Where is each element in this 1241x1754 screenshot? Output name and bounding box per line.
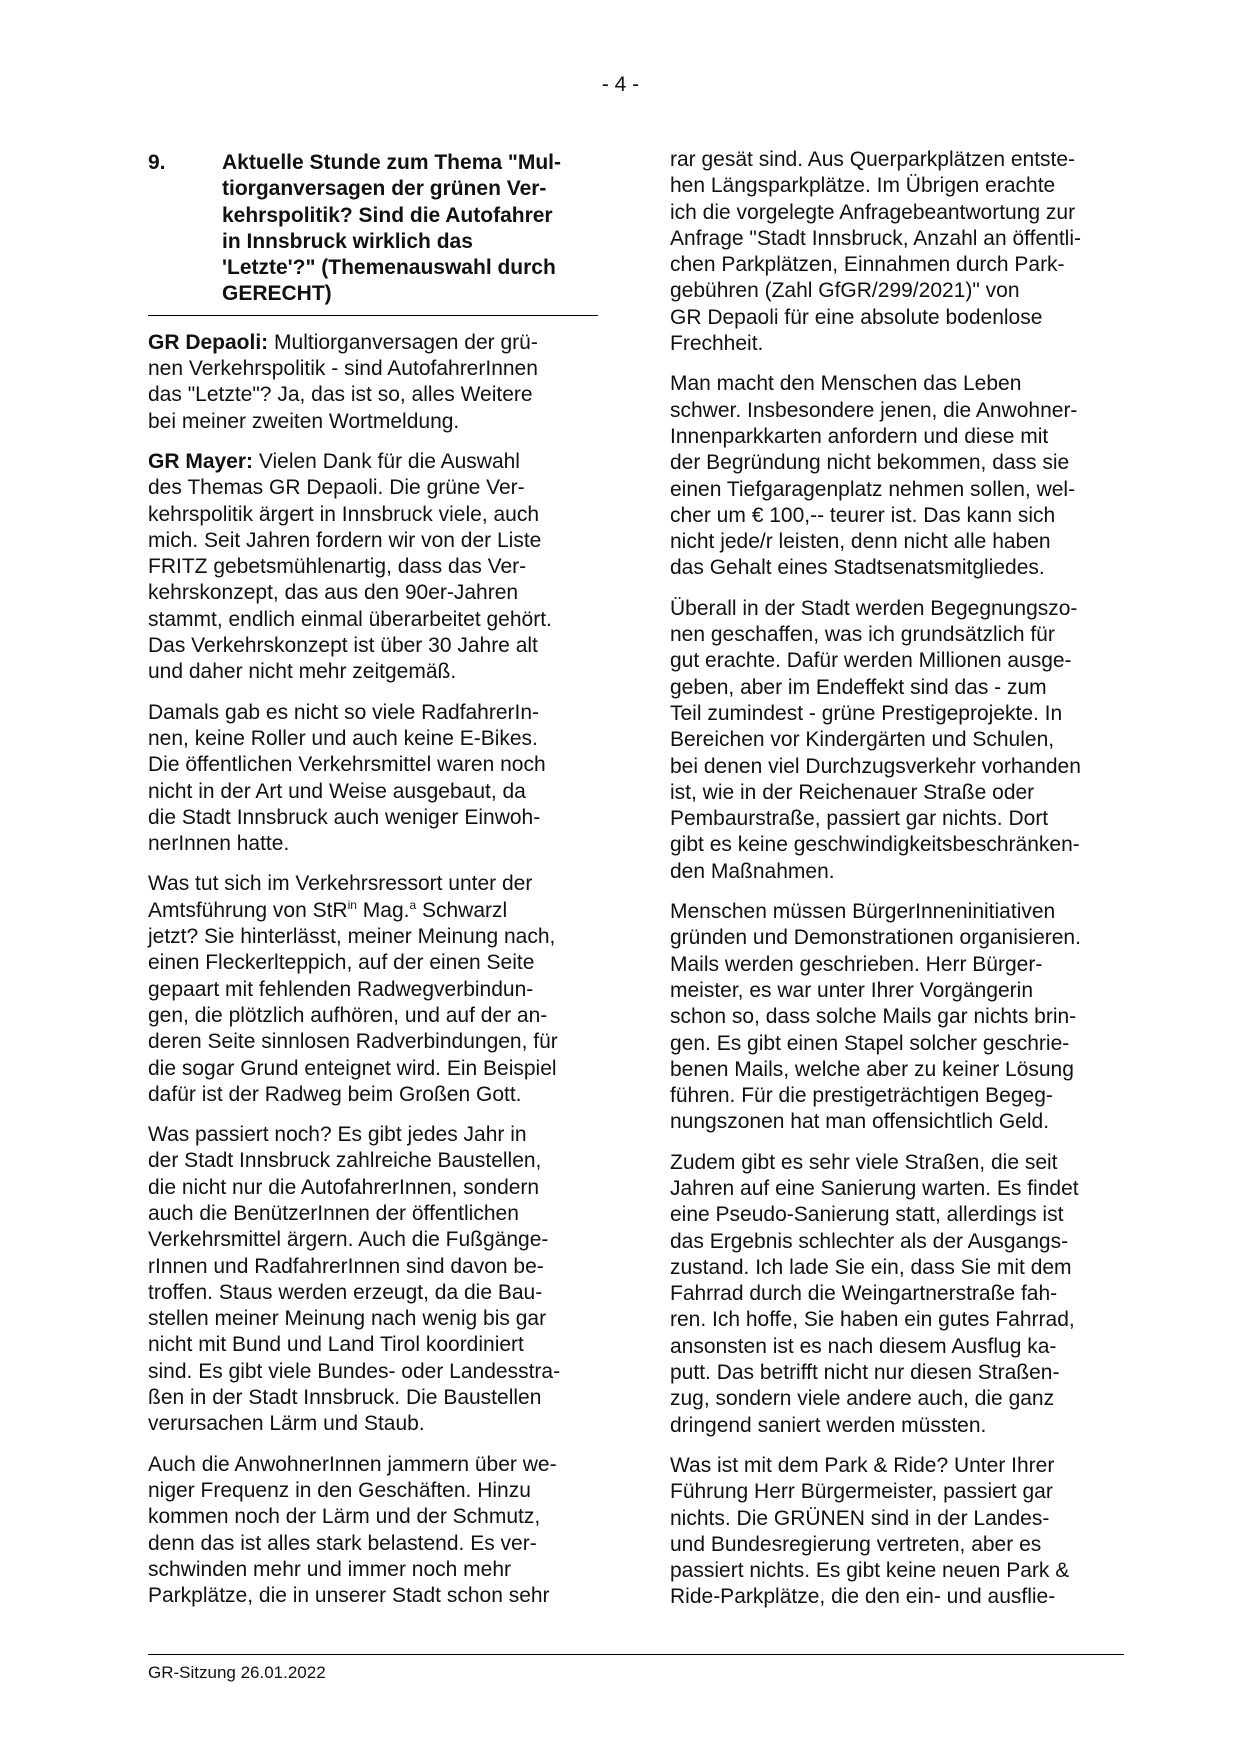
text-line: nungszonen hat man offensichtlich Geld. <box>670 1110 1050 1134</box>
text-line: des Themas GR Depaoli. Die grüne Ver- <box>148 476 525 500</box>
title-line: GERECHT) <box>222 282 332 306</box>
text-line: und Bundesregierung vertreten, aber es <box>670 1532 1042 1556</box>
text-line: Frechheit. <box>670 332 764 356</box>
text-line: gen, die plötzlich aufhören, und auf der an- <box>148 1003 548 1027</box>
page-number: - 4 - <box>601 73 640 96</box>
text-line: kehrskonzept, das aus den 90er-Jahren <box>148 581 519 605</box>
text-line: kehrspolitik ärgert in Innsbruck viele, auch <box>148 502 540 526</box>
text-line: nen Verkehrspolitik - sind AutofahrerInnen <box>148 357 538 381</box>
text-line: gebühren (Zahl GfGR/299/2021)" von <box>670 279 1020 303</box>
text-line: Was tut sich im Verkehrsressort unter der <box>148 872 533 896</box>
text-line: Pembaurstraße, passiert gar nichts. Dort <box>670 807 1049 831</box>
text-line: Ride-Parkplätze, die den ein- und ausflie- <box>670 1585 1056 1609</box>
text-line: passiert nichts. Es gibt keine neuen Park & <box>670 1559 1070 1583</box>
text-line: Vielen Dank für die Auswahl <box>253 449 520 473</box>
text-line: ich die vorgelegte Anfragebeantwortung zur <box>670 200 1076 224</box>
text-line: FRITZ gebetsmühlenartig, dass das Ver- <box>148 555 527 579</box>
text-line: ansonsten ist es nach diesem Ausflug ka- <box>670 1334 1057 1358</box>
text-line: Das Verkehrskonzept ist über 30 Jahre alt <box>148 634 538 658</box>
title-line: 'Letzte'?" (Themenauswahl durch <box>222 256 556 280</box>
text-line: rInnen und RadfahrerInnen sind davon be- <box>148 1254 544 1278</box>
right-column <box>670 147 1120 1625</box>
paragraph-depaoli <box>148 330 598 435</box>
text-fragment: Schwarzl <box>416 898 508 922</box>
text-line: Was ist mit dem Park & Ride? Unter Ihrer <box>670 1453 1055 1477</box>
text-line: eine Pseudo-Sanierung statt, allerdings ist <box>670 1203 1064 1227</box>
text-line: Überall in der Stadt werden Begegnungszo- <box>670 596 1078 620</box>
text-line: Jahren auf eine Sanierung warten. Es findet <box>670 1176 1079 1200</box>
text-fragment: Amtsführung von StR <box>148 898 348 922</box>
text-line: das "Letzte"? Ja, das ist so, alles Weitere <box>148 383 533 407</box>
text-line: nen, keine Roller und auch keine E-Bikes. <box>148 726 538 750</box>
text-line: GR Depaoli für eine absolute bodenlose <box>670 305 1043 329</box>
speaker-label: GR Mayer: <box>148 449 254 473</box>
text-line: den Maßnahmen. <box>670 859 835 883</box>
text-line: schwinden mehr und immer noch mehr <box>148 1557 511 1581</box>
agenda-heading <box>148 150 598 316</box>
text-line: einen Tiefgaragenplatz nehmen sollen, wel- <box>670 477 1076 501</box>
text-line: Zudem gibt es sehr viele Straßen, die seit <box>670 1150 1058 1174</box>
text-line: gibt es keine geschwindigkeitsbeschränken- <box>670 833 1080 857</box>
text-line: bei denen viel Durchzugsverkehr vorhanden <box>670 754 1081 778</box>
superscript: a <box>409 897 417 912</box>
paragraph <box>670 1453 1120 1611</box>
superscript: in <box>347 897 357 912</box>
text-line: einen Fleckerlteppich, auf der einen Seite <box>148 951 535 975</box>
text-line: denn das ist alles stark belastend. Es ver- <box>148 1531 537 1555</box>
text-line: dafür ist der Radweg beim Großen Gott. <box>148 1082 522 1106</box>
text-line: nen geschaffen, was ich grundsätzlich für <box>670 623 1055 647</box>
paragraph <box>148 871 598 1108</box>
text-line: Menschen müssen BürgerInneninitiativen <box>670 900 1056 924</box>
paragraph <box>148 1122 598 1438</box>
text-line: nicht in der Art und Weise ausgebaut, da <box>148 779 526 803</box>
text-line: gut erachte. Dafür werden Millionen ausge- <box>670 649 1072 673</box>
text-line: das Ergebnis schlechter als der Ausgangs- <box>670 1229 1069 1253</box>
text-line: das Gehalt eines Stadtsenatsmitgliedes. <box>670 556 1045 580</box>
title-line: kehrspolitik? Sind die Autofahrer <box>222 203 553 227</box>
text-line: zug, sondern viele andere auch, die ganz <box>670 1387 1055 1411</box>
text-line: Multiorganversagen der grü- <box>268 330 538 354</box>
footer-session-date: GR-Sitzung 26.01.2022 <box>148 1663 326 1682</box>
text-line: niger Frequenz in den Geschäften. Hinzu <box>148 1478 531 1502</box>
text-line: ren. Ich hoffe, Sie haben ein gutes Fahrrad, <box>670 1308 1075 1332</box>
text-line: der Stadt Innsbruck zahlreiche Baustellen, <box>148 1149 542 1173</box>
text-line: deren Seite sinnlosen Radverbindungen, für <box>148 1030 558 1054</box>
text-line: Mails werden geschrieben. Herr Bürger- <box>670 952 1043 976</box>
text-line: ist, wie in der Reichenauer Straße oder <box>670 780 1035 804</box>
text-line: Auch die AnwohnerInnen jammern über we- <box>148 1452 557 1476</box>
text-line: Fahrrad durch die Weingartnerstraße fah- <box>670 1282 1058 1306</box>
text-line: nicht mit Bund und Land Tirol koordiniert <box>148 1333 524 1357</box>
text-line: stammt, endlich einmal überarbeitet gehört. <box>148 607 552 631</box>
text-line: gepaart mit fehlenden Radwegverbindun- <box>148 977 534 1001</box>
paragraph <box>148 1452 598 1610</box>
text-line: Teil zumindest - grüne Prestigeprojekte. In <box>670 701 1063 725</box>
agenda-item-number: 9. <box>148 151 166 174</box>
text-line: dringend saniert werden müssten. <box>670 1413 987 1437</box>
text-line: kommen noch der Lärm und der Schmutz, <box>148 1505 541 1529</box>
speaker-label: GR Depaoli: <box>148 330 269 354</box>
text-line: führen. Für die prestigeträchtigen Begeg- <box>670 1084 1053 1108</box>
text-line: Verkehrsmittel ärgern. Auch die Fußgänge- <box>148 1228 549 1252</box>
text-line: schon so, dass solche Mails gar nichts brin- <box>670 1005 1077 1029</box>
text-fragment: Mag. <box>356 898 410 922</box>
text-line: troffen. Staus werden erzeugt, da die Bau- <box>148 1280 543 1304</box>
text-line: zustand. Ich lade Sie ein, dass Sie mit dem <box>670 1255 1072 1279</box>
text-line: sind. Es gibt viele Bundes- oder Landesstra- <box>148 1359 561 1383</box>
text-line: benen Mails, welche aber zu keiner Lösung <box>670 1057 1074 1081</box>
text-line: die sogar Grund enteignet wird. Ein Beispiel <box>148 1056 557 1080</box>
text-line: verursachen Lärm und Staub. <box>148 1412 425 1436</box>
paragraph <box>148 700 598 858</box>
text-line: der Begründung nicht bekommen, dass sie <box>670 451 1070 475</box>
text-line: hen Längsparkplätze. Im Übrigen erachte <box>670 174 1056 198</box>
text-line: ßen in der Stadt Innsbruck. Die Baustellen <box>148 1386 542 1410</box>
text-line: Führung Herr Bürgermeister, passiert gar <box>670 1480 1053 1504</box>
text-line: Innenparkkarten anfordern und diese mit <box>670 424 1049 448</box>
title-line: tiorganversagen der grünen Ver- <box>222 177 547 201</box>
text-line: putt. Das betrifft nicht nur diesen Straßen- <box>670 1361 1060 1385</box>
text-line: die nicht nur die AutofahrerInnen, sondern <box>148 1175 540 1199</box>
paragraph <box>670 596 1120 885</box>
text-line: Die öffentlichen Verkehrsmittel waren noch <box>148 753 546 777</box>
text-line: auch die BenützerInnen der öffentlichen <box>148 1201 519 1225</box>
paragraph <box>670 147 1120 357</box>
paragraph-mayer <box>148 449 598 686</box>
text-line: Bereichen vor Kindergärten und Schulen, <box>670 728 1055 752</box>
text-line: nichts. Die GRÜNEN sind in der Landes- <box>670 1506 1050 1530</box>
text-line: chen Parkplätzen, Einnahmen durch Park- <box>670 253 1065 277</box>
text-line: gründen und Demonstrationen organisieren. <box>670 926 1081 950</box>
text-line: und daher nicht mehr zeitgemäß. <box>148 660 457 684</box>
text-line: Parkplätze, die in unserer Stadt schon sehr <box>148 1584 550 1608</box>
left-column <box>148 150 598 1623</box>
paragraph <box>670 1150 1120 1439</box>
paragraph <box>670 371 1120 581</box>
text-line: bei meiner zweiten Wortmeldung. <box>148 409 460 433</box>
text-line: schwer. Insbesondere jenen, die Anwohner- <box>670 398 1078 422</box>
footer-divider <box>148 1654 1124 1655</box>
text-line: gen. Es gibt einen Stapel solcher geschrie- <box>670 1031 1070 1055</box>
text-line: Anfrage "Stadt Innsbruck, Anzahl an öffentli- <box>670 226 1081 250</box>
agenda-item-title <box>222 150 598 308</box>
text-line: Damals gab es nicht so viele RadfahrerIn- <box>148 700 540 724</box>
text-line: nicht jede/r leisten, denn nicht alle haben <box>670 530 1051 554</box>
text-line: Was passiert noch? Es gibt jedes Jahr in <box>148 1123 527 1147</box>
text-line: meister, es war unter Ihrer Vorgängerin <box>670 978 1034 1002</box>
text-line: stellen meiner Meinung nach wenig bis gar <box>148 1307 547 1331</box>
text-line: rar gesät sind. Aus Querparkplätzen entste- <box>670 148 1076 171</box>
text-line: Man macht den Menschen das Leben <box>670 372 1022 396</box>
text-line: jetzt? Sie hinterlässt, meiner Meinung nach, <box>148 925 556 949</box>
paragraph <box>670 899 1120 1136</box>
title-line: Aktuelle Stunde zum Thema "Mul- <box>222 151 561 174</box>
title-line: in Innsbruck wirklich das <box>222 229 473 253</box>
text-line: geben, aber im Endeffekt sind das - zum <box>670 675 1047 699</box>
text-line: die Stadt Innsbruck auch weniger Einwoh- <box>148 805 541 829</box>
text-line: nerInnen hatte. <box>148 832 290 856</box>
text-line: mich. Seit Jahren fordern wir von der Liste <box>148 528 542 552</box>
text-line: cher um € 100,-- teurer ist. Das kann sich <box>670 503 1056 527</box>
